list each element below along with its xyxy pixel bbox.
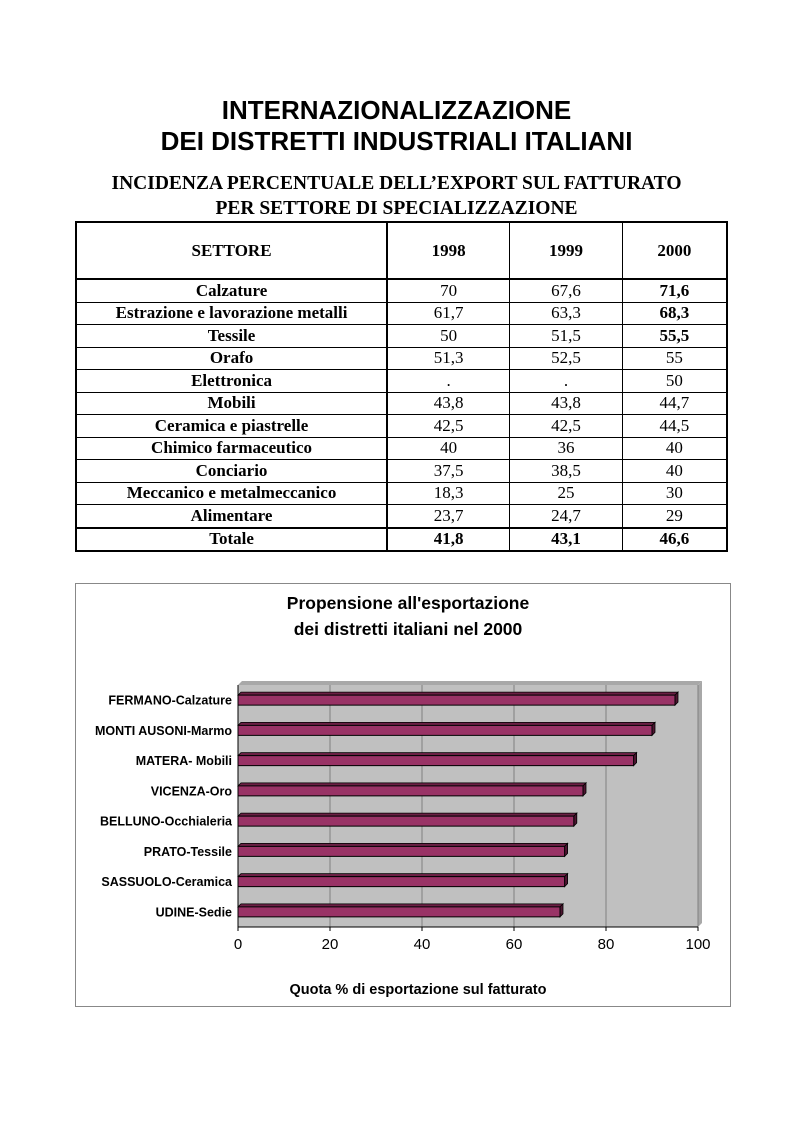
cell-settore: Mobili (76, 392, 387, 415)
cell-1999: 67,6 (510, 279, 623, 302)
cell-1999: 36 (510, 437, 623, 460)
header-1998: 1998 (387, 222, 510, 279)
header-2000: 2000 (622, 222, 727, 279)
cell-1998: 51,3 (387, 347, 510, 370)
x-tick-label: 100 (685, 936, 711, 953)
cell-1999: . (510, 370, 623, 393)
table-subtitle-line2: PER SETTORE DI SPECIALIZZAZIONE (215, 198, 578, 219)
header-1999: 1999 (510, 222, 623, 279)
chart-title-line2: dei distretti italiani nel 2000 (293, 619, 523, 639)
chart-title-line1: Propensione all'esportazione (286, 593, 530, 613)
table-row (76, 279, 727, 302)
cell-settore: Elettronica (76, 370, 387, 393)
table-row (76, 370, 727, 393)
page-title-line2: DEI DISTRETTI INDUSTRIALI ITALIANI (160, 126, 633, 156)
category-label: VICENZA-Oro (150, 784, 232, 799)
cell-2000: 30 (622, 482, 727, 505)
total-y2000: 46,6 (622, 528, 727, 552)
bar (238, 756, 634, 766)
cell-1998: . (387, 370, 510, 393)
cell-1998: 50 (387, 325, 510, 348)
total-settore: Totale (76, 528, 387, 552)
table-subtitle-line1: INCIDENZA PERCENTUALE DELL’EXPORT SUL FATTURATO (111, 173, 682, 194)
plot-side-wall (698, 681, 702, 927)
table-row (76, 482, 727, 505)
cell-settore: Ceramica e piastrelle (76, 415, 387, 438)
category-label: BELLUNO-Occhialeria (100, 814, 232, 829)
cell-2000: 40 (622, 437, 727, 460)
cell-1999: 24,7 (510, 505, 623, 528)
category-label: SASSUOLO-Ceramica (101, 875, 232, 890)
table-total-row (76, 528, 727, 552)
bar-chart (76, 584, 730, 1006)
x-axis-label: Quota % di esportazione sul fatturato (289, 982, 547, 998)
cell-1998: 23,7 (387, 505, 510, 528)
total-y1998: 41,8 (387, 528, 510, 552)
chart-container (75, 583, 731, 1007)
cell-1998: 18,3 (387, 482, 510, 505)
cell-1999: 52,5 (510, 347, 623, 370)
category-label: MONTI AUSONI-Marmo (94, 723, 232, 738)
cell-1999: 25 (510, 482, 623, 505)
bar (238, 695, 675, 705)
bar (238, 907, 560, 917)
category-label: UDINE-Sedie (155, 905, 232, 920)
x-tick-label: 80 (597, 936, 615, 953)
cell-settore: Calzature (76, 279, 387, 302)
cell-settore: Meccanico e metalmeccanico (76, 482, 387, 505)
cell-1998: 37,5 (387, 460, 510, 483)
header-settore: SETTORE (76, 222, 387, 279)
cell-2000: 55 (622, 347, 727, 370)
cell-2000: 44,7 (622, 392, 727, 415)
cell-2000: 44,5 (622, 415, 727, 438)
cell-settore: Chimico farmaceutico (76, 437, 387, 460)
table-header-row (76, 222, 727, 279)
table-row (76, 415, 727, 438)
cell-1998: 70 (387, 279, 510, 302)
cell-1999: 63,3 (510, 302, 623, 325)
table-row (76, 325, 727, 348)
cell-1998: 43,8 (387, 392, 510, 415)
cell-1998: 40 (387, 437, 510, 460)
bar (238, 816, 574, 826)
x-tick-label: 40 (413, 936, 431, 953)
table-row (76, 505, 727, 528)
plot-top-wall (238, 681, 702, 685)
cell-settore: Alimentare (76, 505, 387, 528)
cell-settore: Estrazione e lavorazione metalli (76, 302, 387, 325)
cell-1998: 61,7 (387, 302, 510, 325)
cell-2000: 29 (622, 505, 727, 528)
x-tick-label: 20 (321, 936, 339, 953)
x-tick-label: 60 (505, 936, 523, 953)
table-row (76, 460, 727, 483)
page-title-line1: INTERNAZIONALIZZAZIONE (221, 95, 572, 125)
cell-settore: Conciario (76, 460, 387, 483)
plot-area (238, 685, 698, 927)
bar (238, 786, 583, 796)
bar (238, 725, 652, 735)
table-row (76, 437, 727, 460)
cell-1999: 51,5 (510, 325, 623, 348)
cell-2000: 40 (622, 460, 727, 483)
bar (238, 877, 565, 887)
cell-2000: 71,6 (622, 279, 727, 302)
category-label: MATERA- Mobili (135, 754, 232, 769)
category-label: FERMANO-Calzature (108, 693, 232, 708)
cell-2000: 68,3 (622, 302, 727, 325)
cell-1999: 42,5 (510, 415, 623, 438)
export-table (75, 221, 728, 552)
cell-1999: 43,8 (510, 392, 623, 415)
total-y1999: 43,1 (510, 528, 623, 552)
category-label: PRATO-Tessile (143, 844, 232, 859)
bar (238, 846, 565, 856)
cell-2000: 50 (622, 370, 727, 393)
table-row (76, 347, 727, 370)
cell-settore: Tessile (76, 325, 387, 348)
cell-settore: Orafo (76, 347, 387, 370)
cell-1998: 42,5 (387, 415, 510, 438)
table-row (76, 392, 727, 415)
x-tick-label: 0 (233, 936, 243, 953)
cell-2000: 55,5 (622, 325, 727, 348)
table-row (76, 302, 727, 325)
cell-1999: 38,5 (510, 460, 623, 483)
